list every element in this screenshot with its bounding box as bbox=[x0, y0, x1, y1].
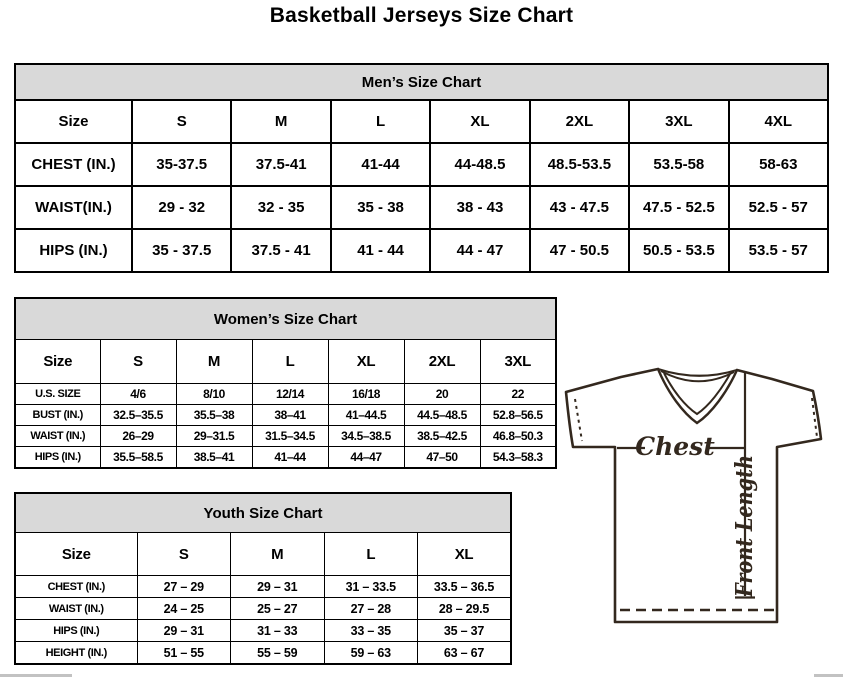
women-value-cell: 20 bbox=[404, 384, 480, 405]
men-header-cell: M bbox=[231, 100, 330, 143]
women-value-cell: 12/14 bbox=[252, 384, 328, 405]
men-value-cell: 43 - 47.5 bbox=[530, 186, 629, 229]
youth-chart-title: Youth Size Chart bbox=[15, 493, 511, 533]
youth-value-cell: 27 – 29 bbox=[137, 576, 231, 598]
men-value-cell: 38 - 43 bbox=[430, 186, 529, 229]
men-value-cell: 37.5 - 41 bbox=[231, 229, 330, 272]
women-value-cell: 44.5–48.5 bbox=[404, 405, 480, 426]
women-header-cell: L bbox=[252, 340, 328, 384]
youth-value-cell: 55 – 59 bbox=[231, 642, 325, 665]
youth-header-cell: S bbox=[137, 533, 231, 576]
women-header-cell: M bbox=[176, 340, 252, 384]
womens-size-table bbox=[14, 297, 557, 469]
youth-row-label: CHEST (IN.) bbox=[15, 576, 137, 598]
women-header-cell: 2XL bbox=[404, 340, 480, 384]
youth-value-cell: 33 – 35 bbox=[324, 620, 418, 642]
men-row-label: CHEST (IN.) bbox=[15, 143, 132, 186]
women-header-cell: 3XL bbox=[480, 340, 556, 384]
men-header-cell: XL bbox=[430, 100, 529, 143]
men-data-row bbox=[15, 143, 828, 186]
men-header-cell: S bbox=[132, 100, 231, 143]
youth-value-cell: 33.5 – 36.5 bbox=[418, 576, 512, 598]
men-value-cell: 35 - 37.5 bbox=[132, 229, 231, 272]
women-value-cell: 35.5–58.5 bbox=[100, 447, 176, 469]
women-value-cell: 22 bbox=[480, 384, 556, 405]
women-value-cell: 4/6 bbox=[100, 384, 176, 405]
women-data-row bbox=[15, 426, 556, 447]
women-value-cell: 16/18 bbox=[328, 384, 404, 405]
women-value-cell: 29–31.5 bbox=[176, 426, 252, 447]
youth-data-row bbox=[15, 620, 511, 642]
women-value-cell: 38–41 bbox=[252, 405, 328, 426]
women-data-row bbox=[15, 405, 556, 426]
women-data-row bbox=[15, 384, 556, 405]
women-value-cell: 41–44 bbox=[252, 447, 328, 469]
men-value-cell: 44 - 47 bbox=[430, 229, 529, 272]
women-value-cell: 34.5–38.5 bbox=[328, 426, 404, 447]
women-value-cell: 52.8–56.5 bbox=[480, 405, 556, 426]
men-value-cell: 53.5 - 57 bbox=[729, 229, 828, 272]
men-chart-title: Men’s Size Chart bbox=[15, 64, 828, 100]
men-header-cell: 4XL bbox=[729, 100, 828, 143]
women-value-cell: 35.5–38 bbox=[176, 405, 252, 426]
women-value-cell: 46.8–50.3 bbox=[480, 426, 556, 447]
women-value-cell: 32.5–35.5 bbox=[100, 405, 176, 426]
youth-header-cell: L bbox=[324, 533, 418, 576]
women-value-cell: 44–47 bbox=[328, 447, 404, 469]
men-value-cell: 37.5-41 bbox=[231, 143, 330, 186]
youth-header-row bbox=[15, 533, 511, 576]
youth-data-row bbox=[15, 598, 511, 620]
youth-value-cell: 31 – 33 bbox=[231, 620, 325, 642]
youth-row-label: HEIGHT (IN.) bbox=[15, 642, 137, 665]
youth-size-table bbox=[14, 492, 512, 665]
youth-data-row bbox=[15, 642, 511, 665]
jersey-measurement-diagram bbox=[557, 360, 835, 632]
men-value-cell: 41 - 44 bbox=[331, 229, 430, 272]
men-row-label: HIPS (IN.) bbox=[15, 229, 132, 272]
men-header-row bbox=[15, 100, 828, 143]
youth-header-cell: M bbox=[231, 533, 325, 576]
women-header-cell: Size bbox=[15, 340, 100, 384]
women-value-cell: 38.5–41 bbox=[176, 447, 252, 469]
youth-row-label: WAIST (IN.) bbox=[15, 598, 137, 620]
scrollbar-fragment-left[interactable] bbox=[0, 674, 72, 677]
men-value-cell: 35-37.5 bbox=[132, 143, 231, 186]
men-value-cell: 35 - 38 bbox=[331, 186, 430, 229]
women-data-row bbox=[15, 447, 556, 469]
women-value-cell: 8/10 bbox=[176, 384, 252, 405]
women-row-label: BUST (IN.) bbox=[15, 405, 100, 426]
youth-table bbox=[14, 492, 512, 665]
youth-value-cell: 59 – 63 bbox=[324, 642, 418, 665]
men-data-row bbox=[15, 229, 828, 272]
women-header-row bbox=[15, 340, 556, 384]
page-title: Basketball Jerseys Size Chart bbox=[269, 4, 574, 27]
men-value-cell: 58-63 bbox=[729, 143, 828, 186]
mens-size-table bbox=[14, 63, 829, 273]
men-value-cell: 47.5 - 52.5 bbox=[629, 186, 728, 229]
youth-data-row bbox=[15, 576, 511, 598]
youth-value-cell: 25 – 27 bbox=[231, 598, 325, 620]
women-row-label: WAIST (IN.) bbox=[15, 426, 100, 447]
scrollbar-fragment-right[interactable] bbox=[814, 674, 843, 677]
women-value-cell: 31.5–34.5 bbox=[252, 426, 328, 447]
men-value-cell: 50.5 - 53.5 bbox=[629, 229, 728, 272]
men-value-cell: 44-48.5 bbox=[430, 143, 529, 186]
youth-header-cell: XL bbox=[418, 533, 512, 576]
women-table bbox=[14, 297, 557, 469]
men-data-row bbox=[15, 186, 828, 229]
women-row-label: HIPS (IN.) bbox=[15, 447, 100, 469]
men-value-cell: 32 - 35 bbox=[231, 186, 330, 229]
women-header-cell: S bbox=[100, 340, 176, 384]
men-table bbox=[14, 63, 829, 273]
youth-value-cell: 29 – 31 bbox=[137, 620, 231, 642]
women-row-label: U.S. SIZE bbox=[15, 384, 100, 405]
youth-value-cell: 63 – 67 bbox=[418, 642, 512, 665]
front-length-label: Front Length bbox=[731, 427, 758, 597]
men-header-cell: L bbox=[331, 100, 430, 143]
women-value-cell: 26–29 bbox=[100, 426, 176, 447]
jersey-outline bbox=[566, 369, 821, 622]
men-header-cell: 3XL bbox=[629, 100, 728, 143]
men-header-cell: Size bbox=[15, 100, 132, 143]
men-value-cell: 29 - 32 bbox=[132, 186, 231, 229]
women-value-cell: 41–44.5 bbox=[328, 405, 404, 426]
women-value-cell: 54.3–58.3 bbox=[480, 447, 556, 469]
youth-value-cell: 27 – 28 bbox=[324, 598, 418, 620]
men-row-label: WAIST(IN.) bbox=[15, 186, 132, 229]
men-value-cell: 52.5 - 57 bbox=[729, 186, 828, 229]
women-value-cell: 38.5–42.5 bbox=[404, 426, 480, 447]
youth-value-cell: 31 – 33.5 bbox=[324, 576, 418, 598]
men-value-cell: 47 - 50.5 bbox=[530, 229, 629, 272]
men-value-cell: 41-44 bbox=[331, 143, 430, 186]
women-header-cell: XL bbox=[328, 340, 404, 384]
men-header-cell: 2XL bbox=[530, 100, 629, 143]
men-value-cell: 53.5-58 bbox=[629, 143, 728, 186]
youth-value-cell: 28 – 29.5 bbox=[418, 598, 512, 620]
chest-label: Chest bbox=[635, 432, 715, 461]
youth-value-cell: 35 – 37 bbox=[418, 620, 512, 642]
women-chart-title: Women’s Size Chart bbox=[15, 298, 556, 340]
women-value-cell: 47–50 bbox=[404, 447, 480, 469]
youth-value-cell: 51 – 55 bbox=[137, 642, 231, 665]
youth-header-cell: Size bbox=[15, 533, 137, 576]
youth-value-cell: 24 – 25 bbox=[137, 598, 231, 620]
men-value-cell: 48.5-53.5 bbox=[530, 143, 629, 186]
youth-value-cell: 29 – 31 bbox=[231, 576, 325, 598]
youth-row-label: HIPS (IN.) bbox=[15, 620, 137, 642]
